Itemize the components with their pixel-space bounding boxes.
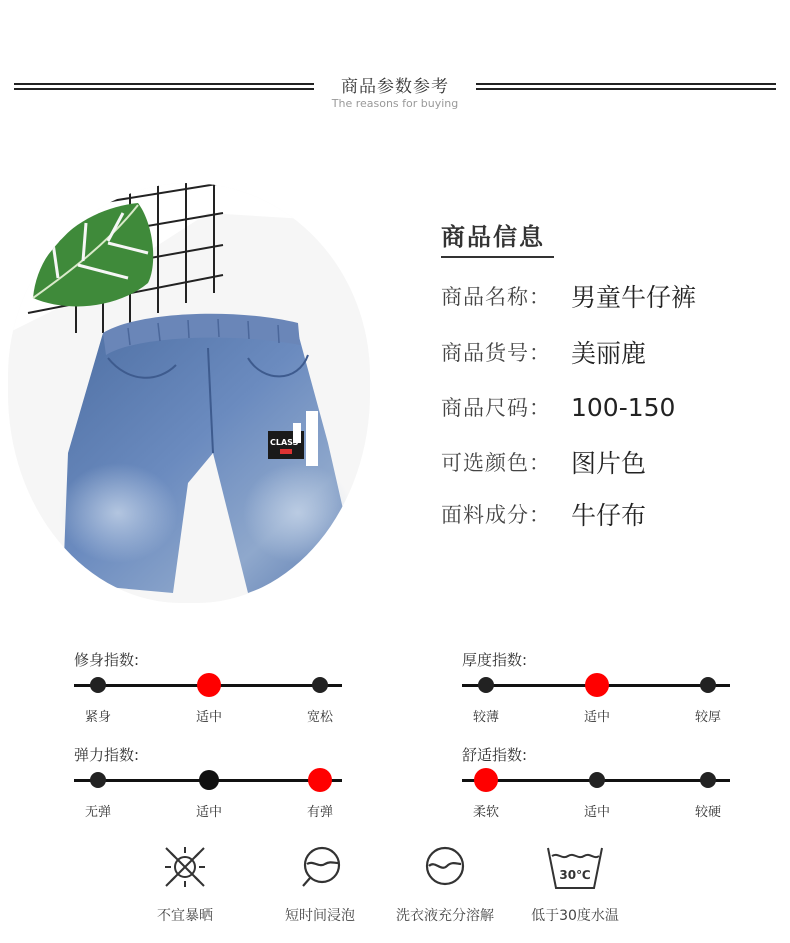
rating-title: 厚度指数: — [462, 651, 528, 669]
rating-option-label: 柔软 — [472, 805, 499, 820]
dissolve-detergent-icon — [420, 842, 470, 892]
info-value: 美丽鹿 — [571, 339, 647, 368]
info-value: 牛仔布 — [571, 501, 647, 530]
rating-option-label: 紧身 — [84, 710, 111, 725]
product-photo — [8, 183, 370, 603]
info-value: 男童牛仔裤 — [571, 283, 697, 312]
no-sun-icon — [160, 842, 210, 892]
care-label: 不宜暴晒 — [157, 908, 213, 924]
rating-dot[interactable] — [90, 677, 106, 693]
rating-option-label: 适中 — [195, 805, 222, 820]
info-value: 100-150 — [571, 392, 676, 422]
rating-fit — [74, 649, 344, 739]
care-label: 洗衣液充分溶解 — [396, 908, 494, 924]
rating-dot[interactable] — [199, 770, 219, 790]
info-row-fabric — [441, 494, 646, 534]
info-key: 商品名称： — [441, 285, 551, 309]
rating-dot[interactable] — [478, 677, 494, 693]
rating-title: 修身指数: — [74, 651, 140, 669]
rating-option-label: 宽松 — [306, 710, 333, 725]
label-patch-text: CLASS — [270, 438, 299, 447]
rating-dot-selected[interactable] — [474, 768, 498, 792]
rating-dot-selected[interactable] — [308, 768, 332, 792]
care-label: 低于30度水温 — [531, 908, 619, 924]
care-label: 短时间浸泡 — [285, 908, 355, 924]
info-key: 可选颜色： — [441, 451, 551, 475]
info-row-size — [441, 387, 675, 427]
header-title: 商品参数参考 — [341, 77, 449, 97]
rating-option-label: 适中 — [583, 805, 610, 820]
rating-option-label: 无弹 — [84, 805, 111, 820]
info-title: 商品信息 — [441, 223, 545, 251]
product-photo-graphic — [8, 183, 370, 603]
short-soak-icon — [295, 842, 345, 892]
info-title-underline — [441, 256, 554, 258]
rating-option-label: 适中 — [195, 710, 222, 725]
rating-option-label: 较厚 — [694, 710, 721, 725]
rating-option-label: 较硬 — [694, 805, 721, 820]
rating-title: 弹力指数: — [74, 746, 140, 764]
rating-dot-selected[interactable] — [197, 673, 221, 697]
rating-comfort — [462, 744, 732, 834]
info-row-sku — [441, 332, 646, 372]
rating-dot[interactable] — [90, 772, 106, 788]
info-key: 面料成分： — [441, 503, 551, 527]
rating-option-label: 适中 — [583, 710, 610, 725]
info-row-color — [441, 442, 646, 482]
rating-dot[interactable] — [700, 772, 716, 788]
rating-option-label: 有弹 — [306, 805, 333, 820]
info-key: 商品尺码： — [441, 396, 551, 420]
rating-elasticity — [74, 744, 344, 834]
rating-option-label: 较薄 — [472, 710, 499, 725]
care-item — [495, 842, 655, 925]
rating-thickness — [462, 649, 732, 739]
info-key: 商品货号： — [441, 341, 551, 365]
rating-title: 舒适指数: — [462, 746, 528, 764]
rating-dot[interactable] — [700, 677, 716, 693]
rating-dot[interactable] — [589, 772, 605, 788]
rating-dot[interactable] — [312, 677, 328, 693]
rating-dot-selected[interactable] — [585, 673, 609, 697]
info-value: 图片色 — [571, 449, 647, 478]
wash-30c-icon — [544, 842, 606, 892]
header-subtitle: The reasons for buying — [331, 97, 459, 110]
info-row-name — [441, 276, 696, 316]
wash-temperature: 30℃ — [559, 868, 591, 882]
